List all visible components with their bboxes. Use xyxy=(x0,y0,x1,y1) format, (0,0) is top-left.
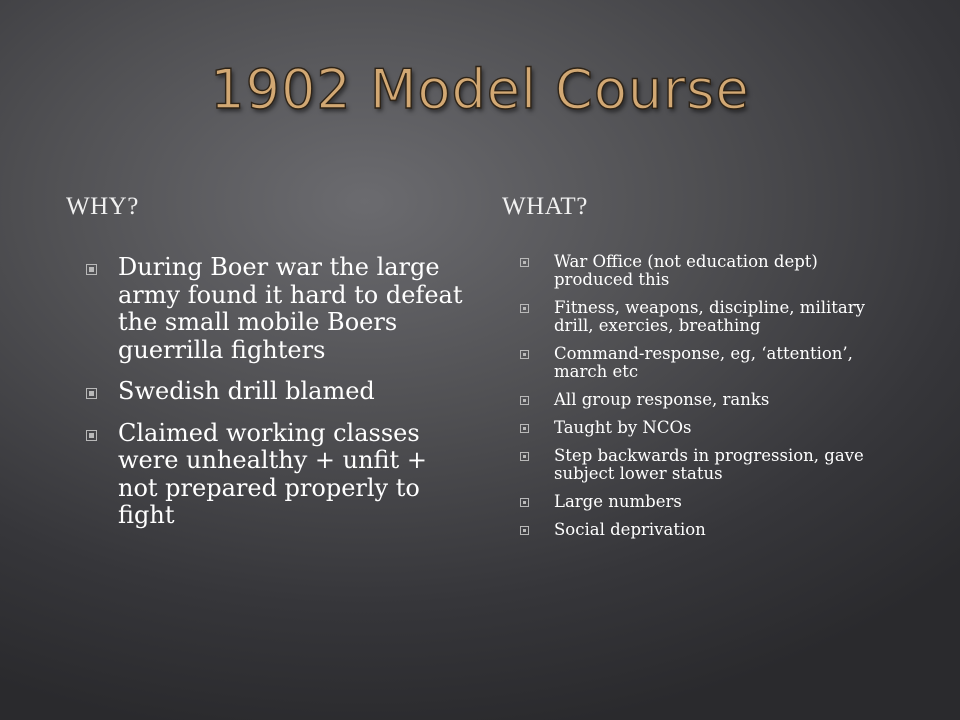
what-heading: WHAT? xyxy=(502,193,588,220)
what-bullet-item xyxy=(520,253,870,289)
what-bullet-text: Large numbers xyxy=(554,492,682,511)
what-bullet-list xyxy=(520,253,870,549)
slide-title: 1902 Model Course xyxy=(210,58,750,121)
square-bullet-icon xyxy=(520,526,529,535)
why-bullet-item xyxy=(86,378,466,406)
why-bullet-text: Swedish drill blamed xyxy=(118,377,375,405)
what-bullet-text: Step backwards in progression, gave subject lower status xyxy=(554,446,864,483)
what-bullet-item xyxy=(520,345,870,381)
why-bullet-item xyxy=(86,254,466,364)
why-bullet-list xyxy=(86,254,466,544)
what-bullet-item xyxy=(520,299,870,335)
square-bullet-icon xyxy=(520,350,529,359)
what-bullet-item xyxy=(520,521,870,539)
what-bullet-item xyxy=(520,391,870,409)
square-bullet-icon xyxy=(520,304,529,313)
what-bullet-text: Command-response, eg, ‘attention’, march etc xyxy=(554,344,853,381)
square-bullet-icon xyxy=(86,264,97,275)
why-bullet-item xyxy=(86,420,466,530)
what-bullet-item xyxy=(520,447,870,483)
square-bullet-icon xyxy=(86,430,97,441)
what-bullet-text: Social deprivation xyxy=(554,520,706,539)
why-heading: WHY? xyxy=(66,193,139,220)
what-bullet-text: Fitness, weapons, discipline, military drill, exercies, breathing xyxy=(554,298,865,335)
why-bullet-text: During Boer war the large army found it hard to defeat the small mobile Boers guerrilla fighters xyxy=(118,253,463,364)
square-bullet-icon xyxy=(520,258,529,267)
what-bullet-text: All group response, ranks xyxy=(554,390,770,409)
what-bullet-text: War Office (not education dept) produced this xyxy=(554,252,818,289)
why-bullet-text: Claimed working classes were unhealthy + unfit + not prepared properly to fight xyxy=(118,418,427,529)
what-bullet-item xyxy=(520,493,870,511)
what-bullet-item xyxy=(520,419,870,437)
square-bullet-icon xyxy=(520,498,529,507)
square-bullet-icon xyxy=(520,396,529,405)
square-bullet-icon xyxy=(86,388,97,399)
square-bullet-icon xyxy=(520,424,529,433)
what-bullet-text: Taught by NCOs xyxy=(554,418,692,437)
square-bullet-icon xyxy=(520,452,529,461)
